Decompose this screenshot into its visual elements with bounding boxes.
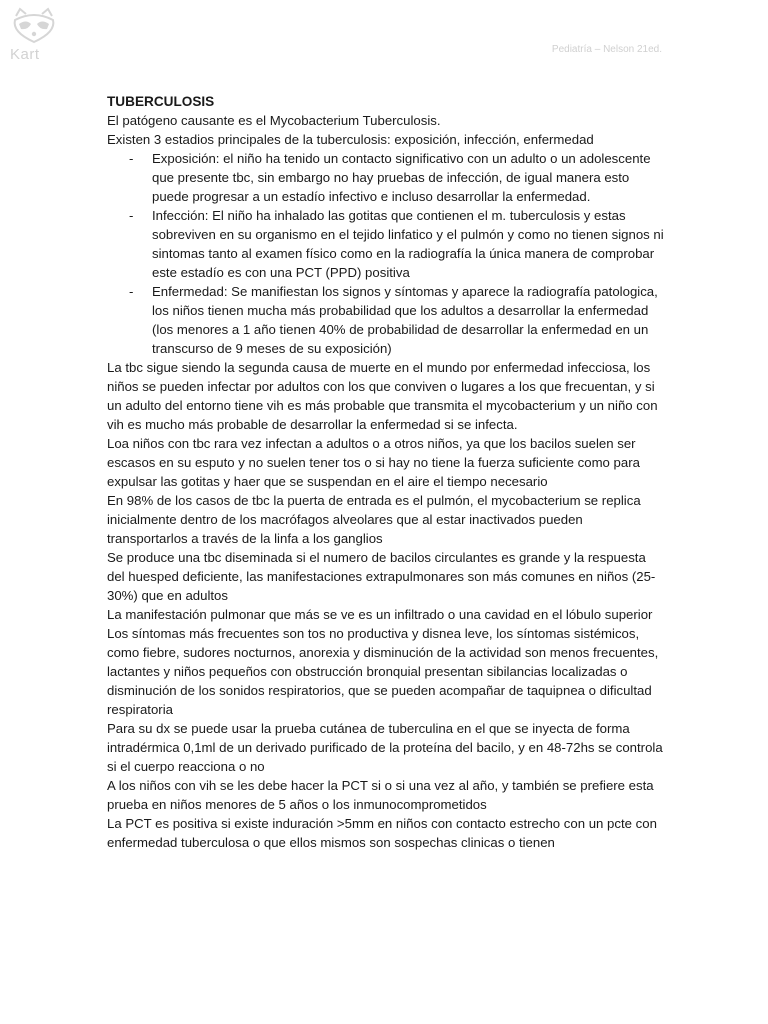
stage-item xyxy=(107,282,667,358)
paragraph: Se produce una tbc diseminada si el numero de bacilos circulantes es grande y la respuesta del huesped deficiente, las manifestaciones extrapulmonares son más comunes en niños (25-30%) que en adultos xyxy=(107,550,656,603)
watermark-logo xyxy=(8,6,60,62)
paragraph: La manifestación pulmonar que más se ve es un infiltrado o una cavidad en el lóbulo superior xyxy=(107,607,653,622)
paragraph: La PCT es positiva si existe induración >5mm en niños con contacto estrecho con un pcte con enfermedad tuberculosa o que ellos mismos son sospechas clinicas o tienen xyxy=(107,816,657,850)
raccoon-icon xyxy=(10,6,58,46)
paragraph: Para su dx se puede usar la prueba cutánea de tuberculina en el que se inyecta de forma intradérmica 0,1ml de un derivado purificado de la proteína del bacilo, y en 48-72hs se controla si el cuerpo reacciona o no xyxy=(107,721,663,774)
stage-text: Exposición: el niño ha tenido un contacto significativo con un adulto o un adolescente que presente tbc, sin embargo no hay pruebas de infección, de igual manera esto puede progresar a un estadío infectivo e incluso desarrollar la enfermedad. xyxy=(152,151,651,204)
paragraph: En 98% de los casos de tbc la puerta de entrada es el pulmón, el mycobacterium se replica inicialmente dentro de los macrófagos alveolares que al estar inactivados pueden transportarlos a través de la linfa a los ganglios xyxy=(107,493,641,546)
bullet-dash: - xyxy=(129,208,134,223)
bullet-dash: - xyxy=(129,284,134,299)
header-source: Pediatría – Nelson 21ed. xyxy=(551,44,662,55)
intro-line: Existen 3 estadios principales de la tuberculosis: exposición, infección, enfermedad xyxy=(107,132,594,147)
paragraph: La tbc sigue siendo la segunda causa de muerte en el mundo por enfermedad infecciosa, los niños se pueden infectar por adultos con los que conviven o lugares a los que frecuentan, y si un adulto del entorno tiene vih es más probable que transmita el mycobacterium y un niño con vih es mucho más probable de desarrollar la enfermedad si se infecta. xyxy=(107,360,658,432)
document-body xyxy=(107,92,667,852)
stages-list xyxy=(107,149,667,358)
bullet-dash: - xyxy=(129,151,134,166)
paragraph: Loa niños con tbc rara vez infectan a adultos o a otros niños, ya que los bacilos suelen ser escasos en su esputo y no suelen tener tos o si hay no tiene la fuerza suficiente como para expulsar las gotitas y haer que se suspendan en el aire el tiempo necesario xyxy=(107,436,640,489)
stage-text: Infección: El niño ha inhalado las gotitas que contienen el m. tuberculosis y estas sobreviven en su organismo en el tejido linfatico y el pulmón y como no tienen signos ni sintomas tanto al examen físico como en la radiografía la única manera de comprobar este estadío es con una PCT (PPD) positiva xyxy=(152,208,664,280)
paragraph: A los niños con vih se les debe hacer la PCT si o si una vez al año, y también se prefiere esta prueba en niños menores de 5 años o los inmunocomprometidos xyxy=(107,778,654,812)
stage-item xyxy=(107,149,667,206)
intro-line: El patógeno causante es el Mycobacterium Tuberculosis. xyxy=(107,113,441,128)
watermark-text: Kart xyxy=(10,46,40,63)
paragraph: Los síntomas más frecuentes son tos no productiva y disnea leve, los síntomas sistémicos, como fiebre, sudores nocturnos, anorexia y disminución de la actividad son menos frecuentes, lactantes y niños pequeños con obstrucción bronquial presentan sibilancias localizadas o disminución de los sonidos respiratorios, que se pueden acompañar de taquipnea o dificultad respiratoria xyxy=(107,626,659,717)
stage-text: Enfermedad: Se manifiestan los signos y síntomas y aparece la radiografía patologica, los niños tienen mucha más probabilidad que los adultos a desarrollar la enfermedad (los menores a 1 año tienen 40% de probabilidad de desarrollar la enfermedad en un transcurso de 9 meses de su exposición) xyxy=(152,284,658,356)
stage-item xyxy=(107,206,667,282)
doc-title: TUBERCULOSIS xyxy=(107,94,215,109)
